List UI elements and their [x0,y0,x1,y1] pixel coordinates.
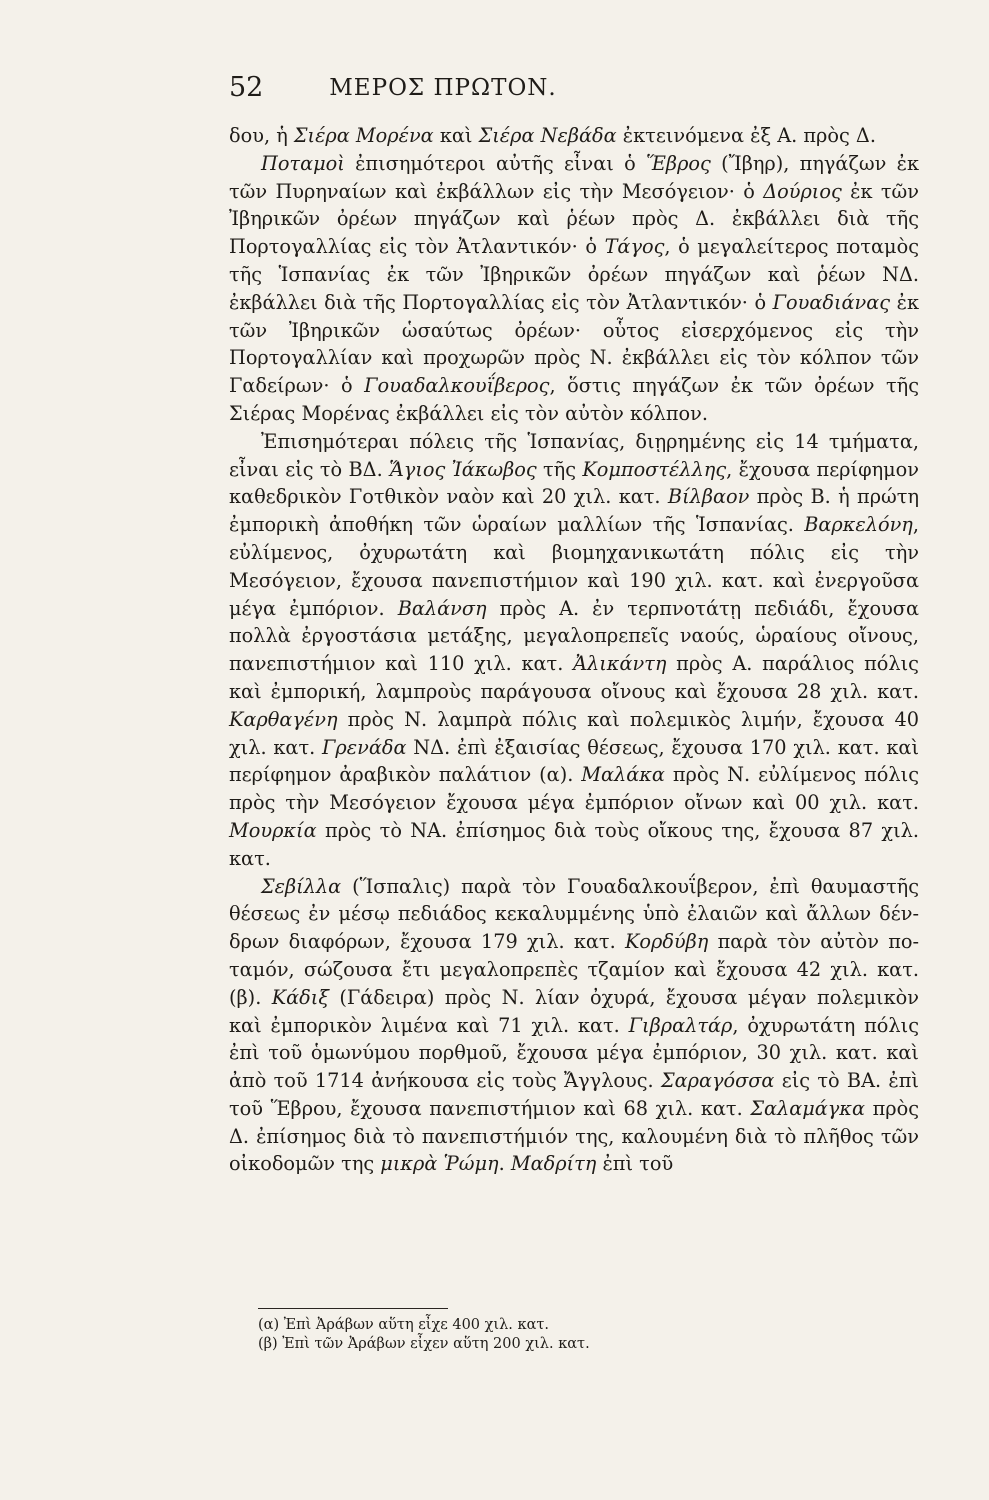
body-text [229,122,919,1178]
page-number: 52 [229,72,264,103]
footnotes [258,1316,898,1354]
page-header [229,73,657,103]
paragraph-seville: Σεβίλλα (Ἵσπαλις) παρὰ τὸν Γουαδαλκουΐβερον, ἐπὶ θαυμαστῆς θέσεως ἐν μέσῳ πεδιάδος κεκαλυμμένης ὑπὸ ἐλαιῶν καὶ ἄλλων δένδρων διαφόρων, ἔχουσα 179 χιλ. κατ. Κορδύβη παρὰ τὸν αὐτὸν ποταμόν, σώζουσα ἔτι μεγαλοπρεπὲς τζαμίον καὶ ἔχουσα 42 χιλ. κατ. (β). Κάδιξ (Γάδειρα) πρὸς Ν. λίαν ὀχυρά, ἔχουσα μέγαν πολεμικὸν καὶ ἐμπορικὸν λιμένα καὶ 71 χιλ. κατ. Γιβραλτάρ, ὀχυρωτάτη πόλις ἐπὶ τοῦ ὁμωνύμου πορθμοῦ, ἔχουσα μέγα ἐμπόριον, 30 χιλ. κατ. καὶ ἀπὸ τοῦ 1714 ἀνήκουσα εἰς τοὺς Ἄγγλους. Σαραγόσσα εἰς τὸ ΒΑ. ἐπὶ τοῦ Ἕβρου, ἔχουσα πανεπιστήμιον καὶ 68 χιλ. κατ. Σαλαμάγκα πρὸς Δ. ἐπίσημος διὰ τὸ πανεπιστήμιόν της, καλουμένη διὰ τὸ πλῆθος τῶν οἰκοδομῶν της μικρὰ Ῥώμη. Μαδρίτη ἐπὶ τοῦ [229,874,919,1176]
paragraph-rivers: Ποταμοὶ ἐπισημότεροι αὐτῆς εἶναι ὁ Ἕβρος (Ἴβηρ), πηγάζων ἐκ τῶν Πυρηναίων καὶ ἐκβάλλων εἰς τὴν Μεσόγειον· ὁ Δούριος ἐκ τῶν Ἰβηρικῶν ὀρέων πηγάζων καὶ ῥέων πρὸς Δ. ἐκβάλλει διὰ τῆς Πορτογαλλίας εἰς τὸν Ἀτλαντικόν· ὁ Τάγος, ὁ μεγαλείτερος ποταμὸς τῆς Ἱσπανίας ἐκ τῶν Ἰβηρικῶν ὀρέων πηγάζων καὶ ῥέων ΝΔ. ἐκβάλλει διὰ τῆς Πορτογαλλίας εἰς τὸν Ἀτλαντικόν· ὁ Γουαδιάνας ἐκ τῶν Ἰβηρικῶν ὡσαύτως ὀρέων· οὗτος εἰσερχόμενος εἰς τὴν Πορτογαλλίαν καὶ προχωρῶν πρὸς Ν. ἐκβάλλει εἰς τὸν κόλπον τῶν Γαδείρων· ὁ Γουαδαλκουΐβερος, ὅστις πηγάζων ἐκ τῶν ὀρέων τῆς Σιέρας Μορένας ἐκβάλλει εἰς τὸν αὐτὸν κόλπον. [229,151,920,425]
paragraph-mountains-end: δου, ἡ Σιέρα Μορένα καὶ Σιέρα Νεβάδα ἐκτεινόμενα ἐξ Α. πρὸς Δ. [229,124,876,147]
footnote-b: (β) Ἐπὶ τῶν Ἀράβων εἶχεν αὕτη 200 χιλ. κατ. [258,1336,590,1352]
running-head: ΜΕΡΟΣ ΠΡΩΤΟΝ. [329,75,557,101]
footnote-a: (α) Ἐπὶ Ἀράβων αὕτη εἶχε 400 χιλ. κατ. [258,1317,550,1333]
paragraph-cities: Ἐπισημότεραι πόλεις τῆς Ἱσπανίας, διῃρημένης εἰς 14 τμήματα, εἶναι εἰς τὸ ΒΔ. Ἅγιος Ἰάκωβος τῆς Κομποστέλλης, ἔχουσα περίφημον καθεδρικὸν Γοτθικὸν ναὸν καὶ 20 χιλ. κατ. Βίλβαον πρὸς Β. ἡ πρώτη ἐμπορικὴ ἀποθήκη τῶν ὡραίων μαλλίων τῆς Ἱσπανίας. Βαρκελόνη, εὐλίμενος, ὀχυρωτάτη καὶ βιομηχανικωτάτη πόλις εἰς τὴν Μεσόγειον, ἔχουσα πανεπιστήμιον καὶ 190 χιλ. κατ. καὶ ἐνεργοῦσα μέγα ἐμπόριον. Βαλάνση πρὸς Α. ἐν τερπνοτάτῃ πεδιάδι, ἔχουσα πολλὰ ἐργοστάσια μετάξης, μεγαλοπρεπεῖς ναούς, ὡραίους οἴνους, πανεπιστήμιον καὶ 110 χιλ. κατ. Ἀλικάντη πρὸς Α. παράλιος πόλις καὶ ἐμπορική, λαμπροὺς παράγουσα οἴνους καὶ ἔχουσα 28 χιλ. κατ. Καρθαγένη πρὸς Ν. λαμπρὰ πόλις καὶ πολεμικὸς λιμήν, ἔχουσα 40 χιλ. κατ. Γρενάδα ΝΔ. ἐπὶ ἐξαισίας θέσεως, ἔχουσα 170 χιλ. κατ. καὶ περίφημον ἀραβικὸν παλάτιον (α). Μαλάκα πρὸς Ν. εὐλίμενος πόλις πρὸς τὴν Μεσόγειον ἔχουσα μέγα ἐμπόριον οἴνων καὶ 00 χιλ. κατ. Μουρκία πρὸς τὸ ΝΑ. ἐπίσημος διὰ τοὺς οἴκους της, ἔχουσα 87 χιλ. κατ. [229,429,920,870]
footnote-rule [258,1308,448,1309]
